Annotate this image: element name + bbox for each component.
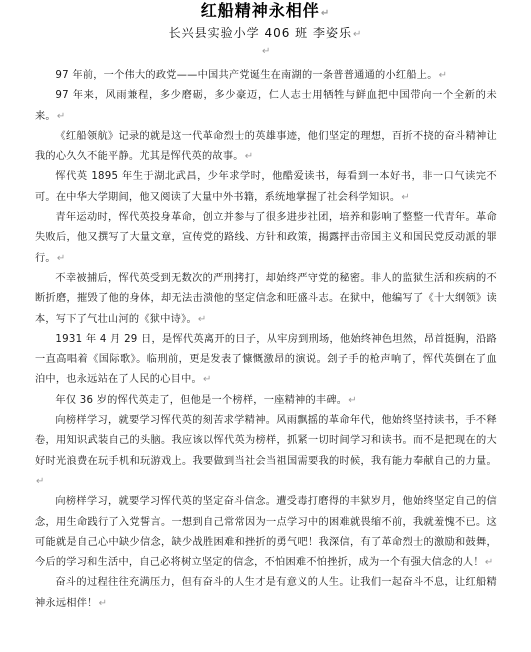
paragraph-mark-icon: ↵	[320, 8, 331, 19]
paragraph-mark-icon: ↵	[56, 252, 66, 264]
empty-line-paragraph-mark-icon: ↵	[262, 46, 271, 57]
paragraph-mark-icon: ↵	[484, 557, 494, 569]
paragraph-5: 青年运动时，恽代英投身革命，创立并参与了很多进步社团，培养和影响了整整一代青年。革命失败后，他又撰写了大量文章，宣传党的路线、方针和政策，揭露抨击帝国主义和国民党反动派的罪行。↵	[35, 212, 497, 264]
paragraph-11: 奋斗的过程往往充满压力，但有奋斗的人生才是有意义的人生。让我们一起奋斗不息，让红船精神永远相伴！↵	[35, 577, 497, 609]
paragraph-mark-icon: ↵	[98, 597, 108, 609]
paragraph-9: 向榜样学习，就要学习恽代英的刻苦求学精神。风雨飘摇的革命年代，他始终坚持读书，手不释卷，用知识武装自己的头脑。我应该以恽代英为榜样，抓紧一切时间学习和读书。而不是把现在的大好时光浪费在玩手机和玩游戏上。我要做到当社会当祖国需要我的时候，我有能力奉献自己的力量。↵	[35, 415, 497, 487]
paragraph-4: 恽代英 1895 年生于湖北武昌，少年求学时，他酷爱读书，每看到一本好书，非一口气读完不可。在中华大学期间，他又阅读了大量中外书籍，系统地掌握了社会科学知识。↵	[35, 171, 497, 203]
author-text: 长兴县实验小学 406 班 李姿乐	[168, 26, 352, 40]
author-line	[0, 24, 531, 42]
paragraph-6: 不幸被捕后，恽代英受到无数次的严刑拷打，却始终严守党的秘密。非人的监狱生活和疾病的不断折磨，摧毁了他的身体，却无法击溃他的坚定信念和旺盛斗志。在狱中，他编写了《十大纲领》读本，写下了气壮山河的《狱中诗》。↵	[35, 272, 497, 325]
paragraph-8: 年仅 36 岁的恽代英走了，但他是一个榜样，一座精神的丰碑。↵	[55, 394, 357, 406]
title-text: 红船精神永相伴	[200, 1, 320, 20]
paragraph-mark-icon: ↵	[36, 475, 45, 487]
paragraph-mark-icon: ↵	[244, 151, 254, 163]
paragraph-mark-icon: ↵	[401, 191, 410, 203]
paragraph-mark-icon: ↵	[438, 70, 448, 81]
paragraph-2: 97 年来，风雨兼程，多少磨砺，多少豪迈，仁人志士用牺牲与鲜血把中国带向一个全新的未来。↵	[35, 90, 497, 122]
paragraph-mark-icon: ↵	[352, 29, 363, 40]
paragraph-mark-icon: ↵	[348, 394, 357, 406]
document-body	[35, 66, 497, 614]
paragraph-mark-icon: ↵	[203, 374, 212, 386]
paragraph-3: 《红船领航》记录的就是这一代革命烈士的英雄事迹，他们坚定的理想，百折不挠的奋斗精神让我的心久久不能平静。尤其是恽代英的故事。↵	[35, 130, 497, 163]
document-title	[0, 0, 531, 22]
paragraph-mark-icon: ↵	[56, 110, 66, 122]
paragraph-mark-icon: ↵	[197, 313, 207, 325]
paragraph-7: 1931 年 4 月 29 日，是恽代英离开的日子，从牢房到刑场，他始终神色坦然，昂首挺胸，沿路一直高唱着《国际歌》。临刑前，更是发表了慷慨激昂的演说。刽子手的枪声响了，恽代英倒在了血泊中，也永远站在了人民的心目中。↵	[35, 333, 497, 386]
paragraph-1: 97 年前，一个伟大的政党——中国共产党诞生在南湖的一条普普通通的小红船上。↵	[55, 70, 448, 81]
paragraph-10: 向榜样学习，就要学习恽代英的坚定奋斗信念。遭受毒打磨得的丰狱岁月，他始终坚定自己的信念，用生命践行了入党誓言。一想到自己常常因为一点学习中的困难就畏缩不前，我就羞愧不已。这可能就是自己心中缺少信念，缺少战胜困难和挫折的勇气吧！我深信，有了革命烈士的激励和鼓舞，今后的学习和生活中，自己必将树立坚定的信念，不怕困难不怕挫折，成为一个有强大信念的人！↵	[35, 496, 497, 569]
